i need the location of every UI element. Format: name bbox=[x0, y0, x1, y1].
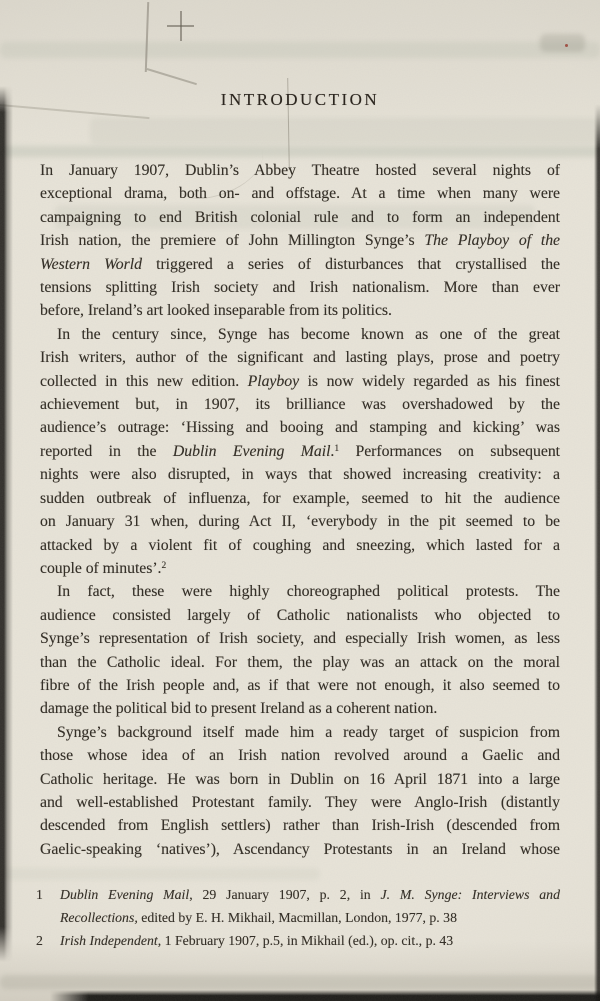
footnote bbox=[36, 884, 560, 930]
text-line: before, Ireland’s art looked inseparable from its politics. bbox=[40, 302, 392, 320]
text-line: Western World triggered a series of disturbances that crystallised the bbox=[40, 255, 561, 273]
text-line: attacked by a violent fit of coughing and sneezing, which lasted for a bbox=[40, 536, 560, 554]
text-line: Gaelic-speaking ‘natives’), Ascendancy Protestants in an Ireland whose bbox=[40, 840, 560, 858]
scan-edge-left bbox=[0, 86, 13, 962]
paragraph bbox=[40, 323, 560, 580]
footnote-line: Irish Independent, 1 February 1907, p.5, in Mikhail (ed.), op. cit., p. 43 bbox=[60, 932, 454, 948]
text-line: damage the political bid to present Ireland as a coherent nation. bbox=[40, 700, 438, 718]
text-line: reported in the Dublin Evening Mail.$^1$ Performances on subsequent bbox=[40, 442, 561, 460]
text-line: Synge’s representation of Irish society, and especially Irish women, as less bbox=[40, 630, 560, 648]
text-line: In January 1907, Dublin’s Abbey Theatre hosted several nights of bbox=[40, 162, 560, 179]
text-line: exceptional drama, both on- and offstage. At a time when many were bbox=[40, 185, 560, 203]
paragraph bbox=[40, 159, 560, 323]
footnote-number: 1 bbox=[36, 887, 43, 902]
paragraph bbox=[40, 580, 560, 720]
text-line: In fact, these were highly choreographed political protests. The bbox=[57, 583, 560, 601]
text-line: Catholic heritage. He was born in Dublin on 16 April 1871 into a large bbox=[40, 770, 560, 788]
showthrough-smudge bbox=[540, 34, 585, 52]
showthrough-band bbox=[0, 42, 600, 58]
footnote-line: Recollections, edited by E. H. Mikhail, Macmillan, London, 1977, p. 38 bbox=[60, 909, 457, 925]
text-line: collected in this new edition. Playboy is now widely regarded as his finest bbox=[40, 372, 560, 390]
footnote-text bbox=[60, 884, 560, 930]
paragraph bbox=[40, 721, 560, 861]
text-line: sudden outbreak of influenza, for example, seemed to hit the audience bbox=[40, 489, 560, 507]
text-line: Irish nation, the premiere of John Millington Synge’s The Playboy of the bbox=[40, 232, 560, 250]
text-line: Irish writers, author of the significant and lasting plays, prose and poetry bbox=[40, 349, 560, 367]
text-line: achievement but, in 1907, its brilliance was overshadowed by the bbox=[40, 396, 560, 414]
text-line: tensions splitting Irish society and Irish nationalism. More than ever bbox=[40, 279, 560, 297]
text-line: In the century since, Synge has become known as one of the great bbox=[57, 325, 560, 343]
text-line: fibre of the Irish people and, as if that were not enough, it also seemed to bbox=[40, 676, 560, 694]
footnote-number: 2 bbox=[36, 932, 43, 948]
text-line: audience consisted largely of Catholic nationalists who objected to bbox=[40, 606, 560, 624]
showthrough-band bbox=[90, 118, 600, 144]
text-line: campaigning to end British colonial rule and to form an independent bbox=[40, 208, 560, 226]
chapter-title: INTRODUCTION bbox=[220, 90, 380, 109]
text-line: nights were also disrupted, in ways that showed increasing creativity: a bbox=[40, 466, 560, 484]
showthrough-band bbox=[0, 146, 600, 157]
footnote bbox=[36, 930, 560, 953]
footnote-text bbox=[60, 930, 560, 953]
scan-edge-right bbox=[594, 104, 600, 1001]
text-line: those whose idea of an Irish nation revolved around a Gaelic and bbox=[40, 747, 560, 765]
pencil-line-diagonal bbox=[147, 68, 197, 85]
scan-edge-bottom bbox=[50, 990, 600, 1001]
text-line: and well-established Protestant family. They were Anglo-Irish (distantly bbox=[40, 793, 560, 811]
red-ink-speck bbox=[565, 44, 568, 47]
body-text-block bbox=[40, 159, 560, 861]
text-line: than the Catholic ideal. For them, the play was an attack on the moral bbox=[40, 653, 560, 671]
page-bottom-shadow bbox=[0, 975, 600, 989]
text-line: audience’s outrage: ‘Hissing and booing and stamping and kicking’ was bbox=[40, 419, 560, 437]
text-line: on January 31 when, during Act II, ‘everybody in the pit seemed to be bbox=[40, 513, 560, 531]
text-line: descended from English settlers) rather than Irish-Irish (descended from bbox=[40, 817, 560, 835]
text-line: Synge’s background itself made him a ready target of suspicion from bbox=[57, 723, 560, 741]
showthrough-band bbox=[0, 868, 320, 880]
text-line: couple of minutes’.$^2$ bbox=[40, 559, 167, 577]
pencil-line-vertical bbox=[145, 2, 149, 72]
footnotes-block bbox=[36, 884, 560, 952]
pencil-cross-mark bbox=[180, 11, 182, 41]
pencil-cross-mark bbox=[167, 25, 194, 27]
footnote-line: Dublin Evening Mail, 29 January 1907, p. 2, in J. M. Synge: Interviews and bbox=[60, 887, 560, 902]
